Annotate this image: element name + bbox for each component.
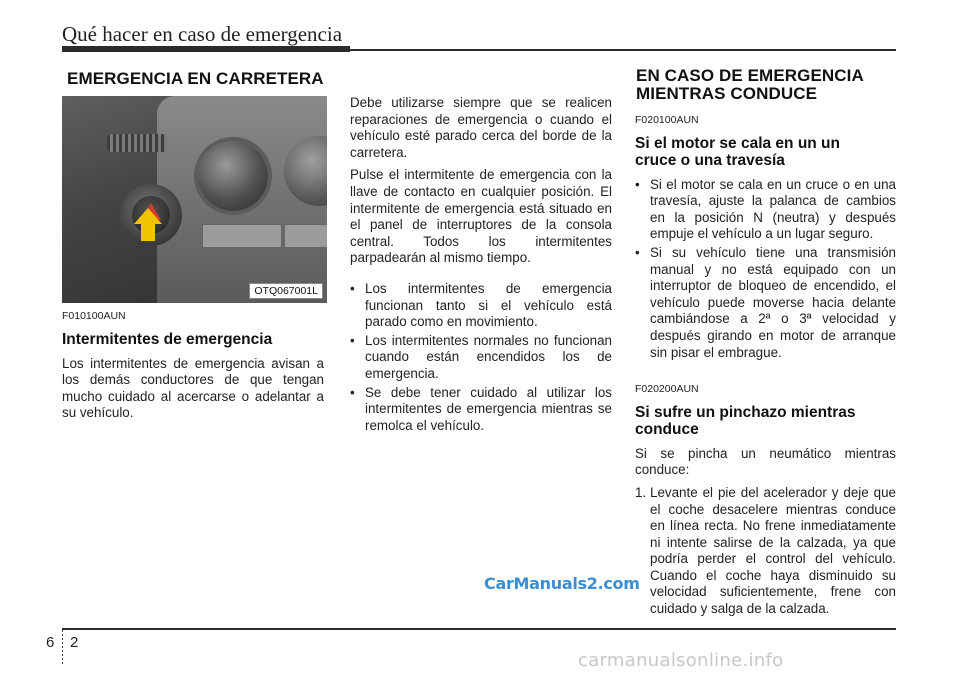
page-number: 2	[70, 634, 79, 651]
image-caption: OTQ067001L	[249, 283, 323, 299]
section-code: F020100AUN	[635, 114, 699, 126]
list-item: • Los intermitentes de emergencia funcionan tanto si el vehículo está parado como en movimiento.	[350, 281, 612, 331]
list-item	[635, 485, 896, 618]
right-column	[635, 112, 896, 618]
middle-column	[350, 95, 612, 436]
left-column	[62, 308, 324, 428]
step-number: 1.	[635, 484, 647, 500]
subheading-motor-se-cala	[635, 135, 896, 169]
paragraph: Pulse el intermitente de emergencia con la llave de contacto en cualquier posición. El intermitente de emergencia está situado en el panel de interruptores de la consola central. Todos los intermitentes parpadearán al mismo tiempo.	[350, 167, 612, 266]
list-item: • Si su vehículo tiene una transmisión manual y no está equipado con un interruptor de bloqueo de encendido, el vehículo puede moverse hacia delante cambiándose a 2ª o 3ª velocidad y después girando en motor de arranque sin pisar el embrague.	[635, 245, 896, 361]
bullet-list	[635, 177, 896, 362]
paragraph-intermitentes: Los intermitentes de emergencia avisan a los demás conductores de que tengan mucho cuidado al acercarse o adelantar a su vehículo.	[62, 355, 324, 421]
subheading-intermitentes: Intermitentes de emergencia	[62, 330, 273, 348]
list-item: • Se debe tener cuidado al utilizar los intermitentes de emergencia mientras se remolca el vehículo.	[350, 385, 612, 435]
console-slot-right	[284, 224, 327, 248]
section-title-line: EN CASO DE EMERGENCIA	[636, 66, 864, 85]
list-item: • Si el motor se cala en un cruce o en una travesía, ajuste la palanca de cambios en la posición N (neutra) y después empuje el vehículo a un lugar seguro.	[635, 177, 896, 243]
paragraph: Debe utilizarse siempre que se realicen reparaciones de emergencia o cuando el vehículo esté parado cerca del borde de la carretera.	[350, 95, 612, 160]
air-vent	[107, 134, 167, 152]
page-divider	[62, 630, 63, 664]
footer-rule	[62, 628, 896, 630]
page-header-title: Qué hacer en caso de emergencia	[62, 22, 343, 46]
section-title-en-caso-emergencia	[636, 67, 864, 103]
header-rule-thick	[62, 46, 350, 52]
control-knob-left	[198, 141, 268, 211]
section-title-line: MIENTRAS CONDUCE	[636, 84, 818, 103]
subheading-line: Si sufre un pinchazo mientras	[635, 403, 856, 421]
subheading-line: cruce o una travesía	[635, 151, 785, 169]
subheading-line: conduce	[635, 420, 699, 438]
step-text: Levante el pie del acelerador y deje que el coche desacelere mientras conduce en línea recta. No frene inmediatamente ni intente salirse de la calzada, ya que podría perder el control del vehículo. Cuando el coche haya disminuido su velocidad suficientemente, frene con cuidado y salga de la calzada.	[650, 484, 896, 617]
section-number: 6	[46, 634, 55, 651]
header-rule-thin	[350, 49, 896, 51]
section-code: F010100AUN	[62, 310, 126, 322]
numbered-list	[635, 485, 896, 618]
section-code: F020200AUN	[635, 383, 699, 396]
paragraph-pinchazo: Si se pincha un neumático mientras conduce:	[635, 445, 896, 478]
section-title-emergencia-carretera: EMERGENCIA EN CARRETERA	[67, 69, 324, 88]
hazard-switch-photo	[62, 96, 327, 303]
subheading-pinchazo	[635, 404, 896, 438]
watermark-link[interactable]: CarManuals2.com	[484, 574, 640, 593]
subheading-line: Si el motor se cala en un un	[635, 134, 840, 152]
bullet-list	[350, 281, 612, 434]
console-slot-left	[202, 224, 282, 248]
list-item: • Los intermitentes normales no funcionan cuando están encendidos los de emergencia.	[350, 333, 612, 383]
footer-site-watermark: carmanualsonline.info	[578, 650, 784, 671]
